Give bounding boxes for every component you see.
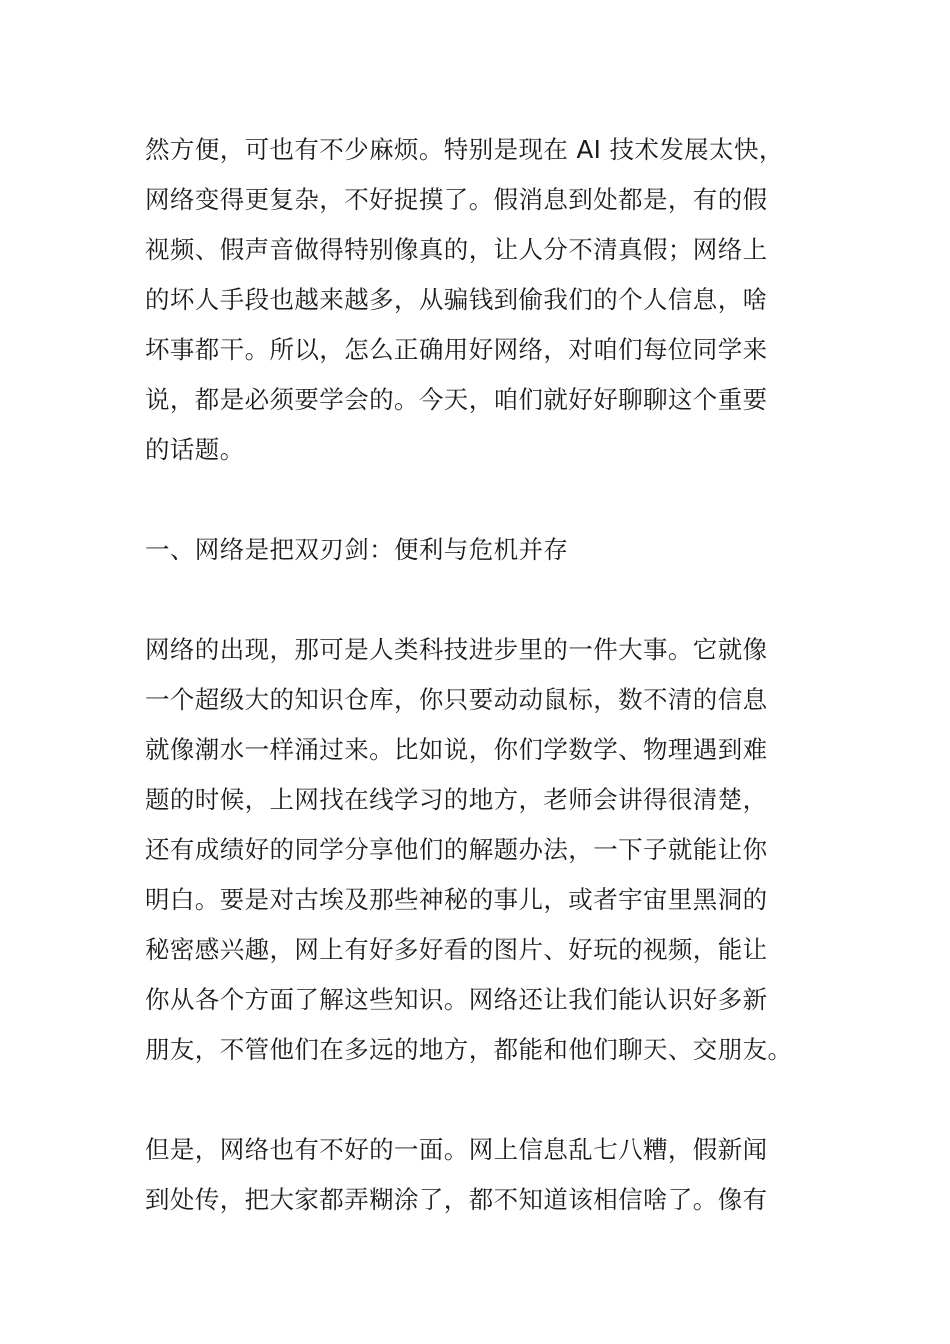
intro-line-6: 说，都是必须要学会的。今天，咱们就好好聊聊这个重要 [145, 385, 768, 414]
intro-line-1: 然方便，可也有不少麻烦。特别是现在 AI 技术发展太快， [145, 135, 784, 164]
benefits-line-7: 秘密感兴趣，网上有好多好看的图片、好玩的视频，能让 [145, 935, 768, 964]
intro-line-7: 的话题。 [145, 435, 245, 464]
benefits-line-5: 还有成绩好的同学分享他们的解题办法，一下子就能让你 [145, 835, 768, 864]
benefits-line-3: 就像潮水一样涌过来。比如说，你们学数学、物理遇到难 [145, 735, 768, 764]
section-heading: 一、网络是把双刃剑：便利与危机并存 [145, 535, 569, 564]
benefits-line-6: 明白。要是对古埃及那些神秘的事儿，或者宇宙里黑洞的 [145, 885, 768, 914]
intro-line-5: 坏事都干。所以，怎么正确用好网络，对咱们每位同学来 [145, 335, 768, 364]
intro-line-2: 网络变得更复杂，不好捉摸了。假消息到处都是，有的假 [145, 185, 768, 214]
benefits-line-2: 一个超级大的知识仓库，你只要动动鼠标，数不清的信息 [145, 685, 768, 714]
benefits-line-9: 朋友，不管他们在多远的地方，都能和他们聊天、交朋友。 [145, 1035, 793, 1064]
drawbacks-line-1: 但是，网络也有不好的一面。网上信息乱七八糟，假新闻 [145, 1135, 768, 1164]
intro-line-3: 视频、假声音做得特别像真的，让人分不清真假；网络上 [145, 235, 768, 264]
benefits-line-8: 你从各个方面了解这些知识。网络还让我们能认识好多新 [145, 985, 768, 1014]
drawbacks-line-2: 到处传，把大家都弄糊涂了，都不知道该相信啥了。像有 [145, 1185, 768, 1214]
benefits-line-4: 题的时候，上网找在线学习的地方，老师会讲得很清楚， [145, 785, 768, 814]
benefits-line-1: 网络的出现，那可是人类科技进步里的一件大事。它就像 [145, 635, 768, 664]
intro-line-4: 的坏人手段也越来越多，从骗钱到偷我们的个人信息，啥 [145, 285, 768, 314]
